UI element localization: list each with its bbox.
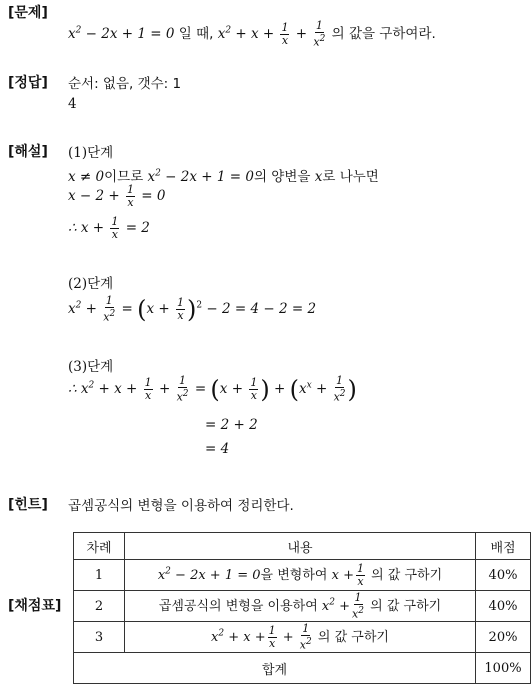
step3-line2: = 2 + 2 — [205, 417, 258, 433]
total-score: 100% — [476, 653, 531, 684]
step3-title: (3)단계 — [68, 359, 114, 375]
problem-statement: $x^2 - 2x + 1 = 0$ 일 때, $x^2 + x$ + $\frac{1}{x}$ + $\frac{1}{x^2}$ 의 값을 구하여라. — [68, 19, 436, 49]
row-content: $x^2 - 2x + 1 = 0$을 변형하여 x + $\frac{1}{x}$ 의 값 구하기 — [125, 560, 476, 591]
table-row — [74, 560, 531, 591]
step1-title: (1)단계 — [68, 145, 114, 161]
header-order: 차례 — [74, 533, 125, 560]
row-content: $x^2 + x$ + $\frac{1}{x}$ + $\frac{1}{x^2}$ 의 값 구하기 — [125, 622, 476, 653]
answer-label: [정답] — [8, 75, 48, 91]
row-score: 20% — [476, 622, 531, 653]
header-score: 배점 — [476, 533, 531, 560]
total-label: 합계 — [74, 653, 476, 684]
header-content: 내용 — [125, 533, 476, 560]
solution-label: [해설] — [8, 144, 48, 160]
step2-title: (2)단계 — [68, 276, 114, 292]
row-order: 2 — [74, 591, 125, 622]
rubric-label: [채점표] — [8, 598, 62, 614]
step1-line3: ∴ x + $\frac{1}{x}$ = 2 — [68, 215, 150, 241]
table-header-row — [74, 533, 531, 560]
answer-value: 4 — [68, 96, 77, 112]
problem-label: [문제] — [8, 5, 48, 21]
hint-text: 곱셈공식의 변형을 이용하여 정리한다. — [68, 498, 294, 514]
row-order: 3 — [74, 622, 125, 653]
table-row — [74, 591, 531, 622]
step3-line1: ∴ $x^2 + x$ + $\frac{1}{x}$ + $\frac{1}{x^2}$ = (x + $\frac{1}{x}$ ) + ($x^x$ + $\frac{1}{x^2}$ ) — [68, 374, 357, 404]
rubric-table — [73, 532, 531, 684]
step2-line1: $x^2$ + $\frac{1}{x^2}$ = (x + $\frac{1}{x}$ )$^2$ − 2 = 4 − 2 = 2 — [68, 294, 317, 324]
table-total-row — [74, 653, 531, 684]
row-order: 1 — [74, 560, 125, 591]
table-row — [74, 622, 531, 653]
answer-meta: 순서: 없음, 갯수: 1 — [68, 76, 182, 92]
step1-line1: x ≠ 0이므로 $x^2 - 2x + 1 = 0$의 양변을 x로 나누면 — [68, 168, 379, 185]
hint-label: [힌트] — [8, 497, 48, 513]
row-content: 곱셈공식의 변형을 이용하여 $x^2$ + $\frac{1}{x^2}$ 의 값 구하기 — [125, 591, 476, 622]
step1-line2: x − 2 + $\frac{1}{x}$ = 0 — [68, 183, 166, 209]
row-score: 40% — [476, 560, 531, 591]
step3-line3: = 4 — [205, 441, 230, 457]
row-score: 40% — [476, 591, 531, 622]
